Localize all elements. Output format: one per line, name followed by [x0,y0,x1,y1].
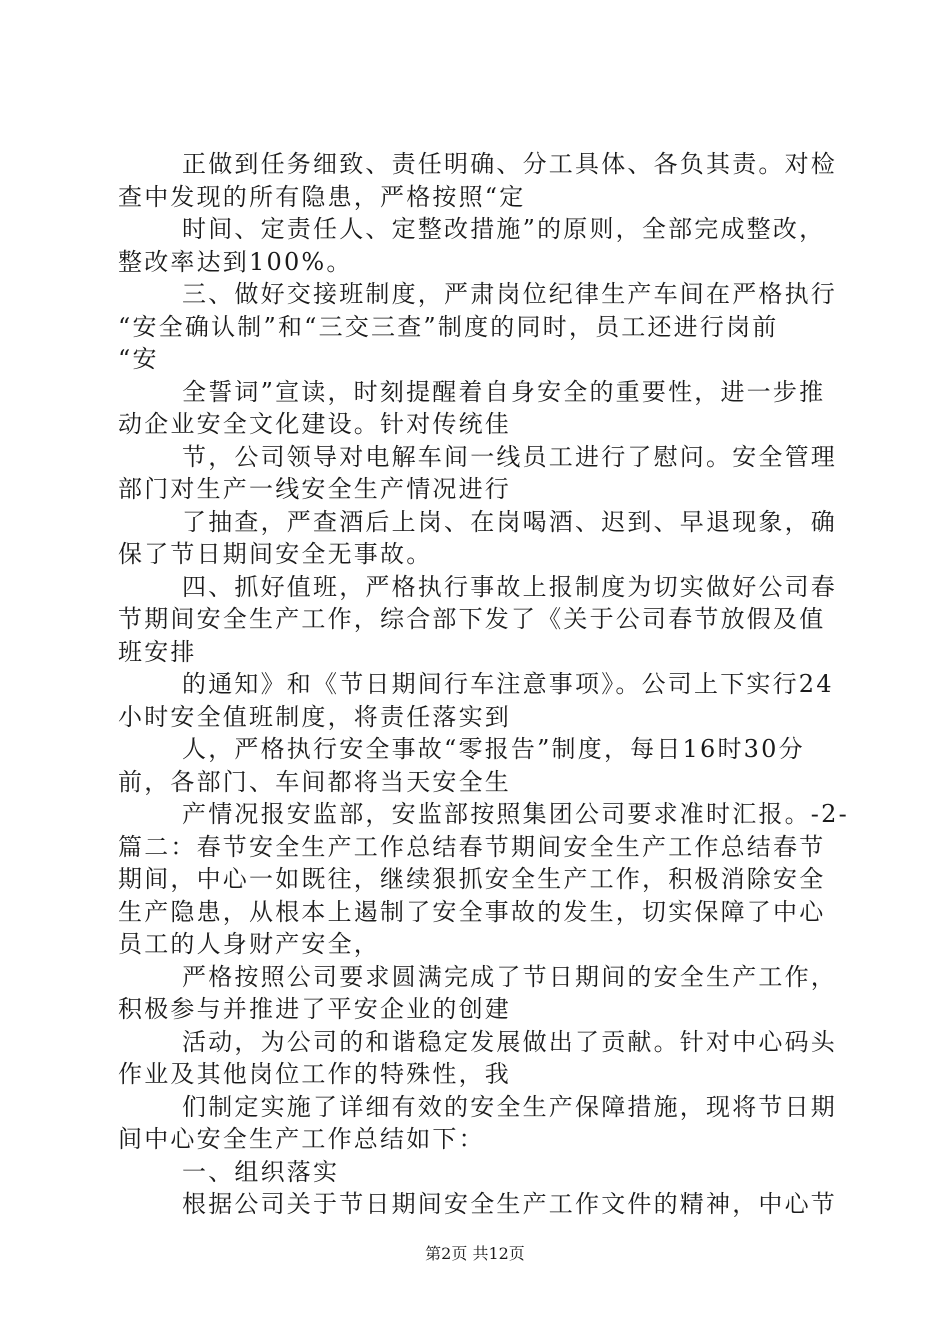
text-line: 生产隐患，从根本上遏制了安全事故的发生，切实保障了中心 [118,897,826,926]
text-line: 保了节日期间安全无事故。 [118,540,433,568]
text-line: 节，公司领导对电解车间一线员工进行了慰问。安全管理 [182,442,837,471]
page-footer: 第2页 共12页 [425,1244,525,1263]
text-line: 三、做好交接班制度，严肃岗位纪律生产车间在严格执行 [182,280,837,308]
text-line: 前，各部门、车间都将当天安全生 [118,767,511,796]
text-line: 节期间安全生产工作，综合部下发了《关于公司春节放假及值 [118,605,826,633]
text-line: 动企业安全文化建设。针对传统佳 [118,410,511,438]
text-line: 期间，中心一如既往，继续狠抓安全生产工作，积极消除安全 [118,865,826,893]
text-line: 一、组织落实 [182,1157,340,1186]
text-line: 了抽查，严查酒后上岗、在岗喝酒、迟到、早退现象，确 [182,507,837,536]
text-line: 部门对生产一线安全生产情况进行 [118,475,511,503]
text-line: 作业及其他岗位工作的特殊性，我 [118,1060,511,1088]
text-line: 全誓词”宣读，时刻提醒着自身安全的重要性，进一步推 [182,377,826,406]
text-line: 人，严格执行安全事故“零报告”制度，每日16时30分 [182,735,805,763]
text-line: 员工的人身财产安全， [118,930,380,958]
text-line: “安全确认制”和“三交三查”制度的同时，员工还进行岗前 [118,312,779,341]
document-body [118,148,849,1221]
text-line: 产情况报安监部，安监部按照集团公司要求准时汇报。-2- [182,800,849,828]
text-line: 积极参与并推进了平安企业的创建 [118,995,511,1023]
text-line: 间中心安全生产工作总结如下： [118,1125,485,1153]
text-line: 活动，为公司的和谐稳定发展做出了贡献。针对中心码头 [182,1027,837,1056]
text-line: 严格按照公司要求圆满完成了节日期间的安全生产工作， [182,962,837,991]
text-line: 班安排 [118,637,197,666]
text-line: 整改率达到100%。 [118,247,353,276]
text-line: 篇二：春节安全生产工作总结春节期间安全生产工作总结春节 [118,832,826,861]
text-line: 查中发现的所有隐患，严格按照“定 [118,182,526,211]
text-line: 四、抓好值班，严格执行事故上报制度为切实做好公司春 [182,572,837,601]
text-line: 的通知》和《节日期间行车注意事项》。公司上下实行24 [182,670,834,698]
text-line: 们制定实施了详细有效的安全生产保障措施，现将节日期 [182,1092,837,1121]
text-line: 时间、定责任人、定整改措施”的原则，全部完成整改， [182,215,826,243]
text-line: 正做到任务细致、责任明确、分工具体、各负其责。对检 [182,150,837,178]
text-line: 小时安全值班制度，将责任落实到 [118,702,511,731]
text-line: “安 [118,345,159,373]
text-line: 根据公司关于节日期间安全生产工作文件的精神，中心节 [182,1190,837,1218]
